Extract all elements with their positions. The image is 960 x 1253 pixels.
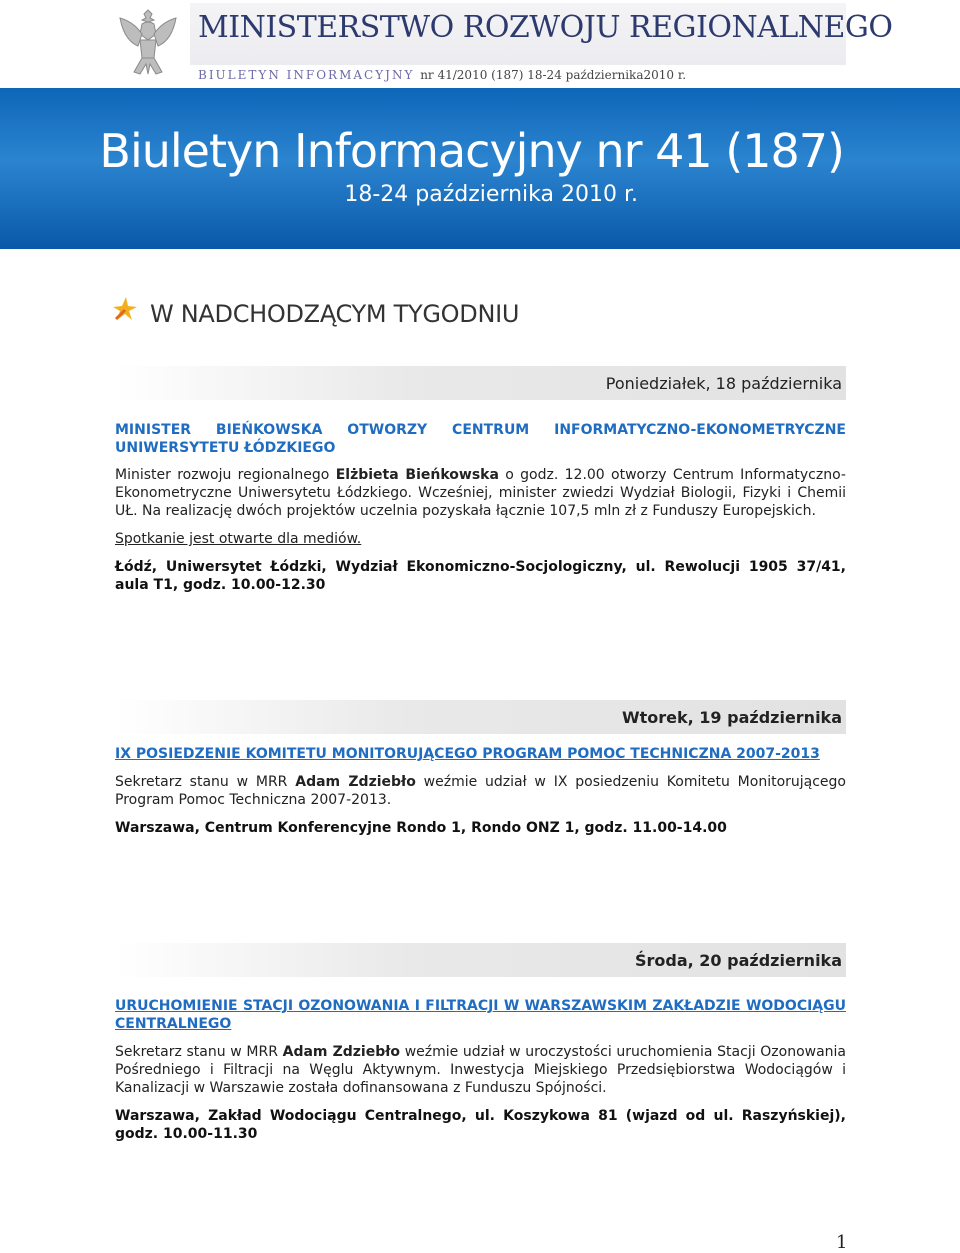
page-header bbox=[0, 0, 960, 88]
description-text-end: weźmie udział w IX posiedzeniu Komitetu Monitorującego Program Pomoc Techniczna 2007-2013. bbox=[115, 774, 846, 808]
day-header-wednesday bbox=[114, 943, 846, 977]
polish-eagle-emblem-icon bbox=[112, 4, 184, 82]
event-description bbox=[115, 466, 846, 520]
day-header-tuesday bbox=[114, 700, 846, 734]
bulletin-number: nr 41/2010 (187) 18-24 października2010 r. bbox=[420, 68, 687, 82]
description-text-start: Sekretarz stanu w MRR bbox=[115, 774, 296, 790]
day-header-monday bbox=[114, 366, 846, 400]
event-wednesday bbox=[115, 997, 846, 1143]
event-title: IX POSIEDZENIE KOMITETU MONITORUJĄCEGO PROGRAM POMOC TECHNICZNA 2007-2013 bbox=[115, 746, 820, 762]
star-icon bbox=[112, 296, 138, 322]
media-note: Spotkanie jest otwarte dla mediów. bbox=[115, 531, 362, 547]
description-text-end: weźmie udział w uroczystości uruchomienia Stacji Ozonowania Pośredniego i Filtracji na Węglu Aktywnym. Inwestycja Miejskiego Przedsiębiorstwa Wodociągów i Kanalizacji w Warszawie została dofinansowana z Funduszu Spójności. bbox=[115, 1044, 847, 1096]
person-name: Adam Zdziebło bbox=[282, 1044, 401, 1060]
event-tuesday bbox=[115, 745, 846, 837]
event-location: Warszawa, Zakład Wodociągu Centralnego, ul. Koszykowa 81 (wjazd od ul. Raszyńskiej), godz. 10.00-11.30 bbox=[115, 1108, 846, 1142]
bulletin-title: Biuletyn Informacyjny nr 41 (187) bbox=[99, 124, 844, 178]
ministry-name: MINISTERSTWO ROZWOJU REGIONALNEGO bbox=[198, 10, 893, 45]
person-name: Elżbieta Bieńkowska bbox=[335, 467, 499, 483]
bulletin-date: 18-24 października 2010 r. bbox=[344, 182, 638, 207]
event-location: Warszawa, Centrum Konferencyjne Rondo 1, Rondo ONZ 1, godz. 11.00-14.00 bbox=[115, 820, 727, 836]
day-label: Poniedziałek, 18 października bbox=[605, 374, 842, 393]
event-monday bbox=[115, 421, 846, 594]
description-text-start: Minister rozwoju regionalnego bbox=[115, 467, 336, 483]
bulletin-subtitle bbox=[198, 68, 686, 82]
title-banner bbox=[0, 88, 960, 249]
bulletin-label: BIULETYN INFORMACYJNY bbox=[198, 68, 415, 82]
page-number: 1 bbox=[836, 1232, 848, 1253]
day-label: Wtorek, 19 października bbox=[621, 708, 842, 727]
description-text-end: o godz. 12.00 otworzy Centrum Informatyczno-Ekonometryczne Uniwersytetu Łódzkiego. Wcześniej, minister zwiedzi Wydział Biologii, Fizyki i Chemii UŁ. Na realizację dwóch projektów uczelnia pozyskała łącznie 107,5 mln zł z Funduszy Europejskich. bbox=[115, 467, 846, 519]
event-description bbox=[115, 773, 846, 809]
event-description bbox=[115, 1043, 846, 1097]
day-label: Środa, 20 października bbox=[634, 951, 842, 970]
event-title: URUCHOMIENIE STACJI OZONOWANIA I FILTRACJI W WARSZAWSKIM ZAKŁADZIE WODOCIĄGU CENTRALNEGO bbox=[115, 998, 846, 1032]
person-name: Adam Zdziebło bbox=[295, 774, 416, 790]
description-text-start: Sekretarz stanu w MRR bbox=[115, 1044, 283, 1060]
event-title: MINISTER BIEŃKOWSKA OTWORZY CENTRUM INFORMATYCZNO-EKONOMETRYCZNE UNIWERSYTETU ŁÓDZKIEGO bbox=[115, 422, 846, 456]
section-title: W NADCHODZĄCYM TYGODNIU bbox=[150, 300, 520, 328]
event-location: Łódź, Uniwersytet Łódzki, Wydział Ekonomiczno-Socjologiczny, ul. Rewolucji 1905 37/41, aula T1, godz. 10.00-12.30 bbox=[115, 559, 846, 593]
